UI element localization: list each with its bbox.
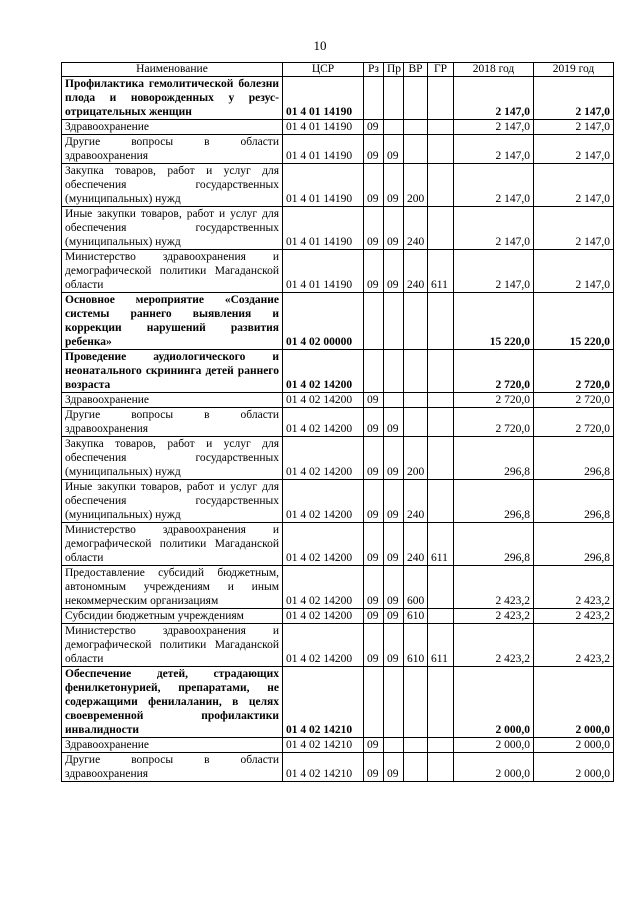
cell-csr: 01 4 02 14210	[283, 738, 364, 753]
cell-csr: 01 4 02 00000	[283, 293, 364, 350]
budget-table	[61, 62, 614, 782]
cell-gr	[428, 77, 454, 120]
cell-vr	[404, 120, 428, 135]
cell-name: Закупка товаров, работ и услуг для обеспечения государственных (муниципальных) нужд	[62, 437, 283, 480]
cell-name: Субсидии бюджетным учреждениям	[62, 609, 283, 624]
cell-vr: 610	[404, 624, 428, 667]
cell-vr: 240	[404, 480, 428, 523]
cell-name: Профилактика гемолитической болезни плода и новорожденных у резус-отрицательных женщин	[62, 77, 283, 120]
table-row	[62, 738, 614, 753]
cell-gr	[428, 480, 454, 523]
cell-2019: 2 147,0	[534, 120, 614, 135]
cell-csr: 01 4 01 14190	[283, 135, 364, 164]
table-row	[62, 609, 614, 624]
cell-pr: 09	[384, 480, 404, 523]
cell-vr	[404, 77, 428, 120]
cell-name: Проведение аудиологического и неонатального скрининга детей раннего возраста	[62, 350, 283, 393]
cell-vr: 610	[404, 609, 428, 624]
cell-csr: 01 4 02 14200	[283, 480, 364, 523]
header-vr: ВР	[404, 63, 428, 77]
cell-rz: 09	[364, 164, 384, 207]
cell-csr: 01 4 02 14210	[283, 753, 364, 782]
cell-vr	[404, 753, 428, 782]
cell-2019: 2 423,2	[534, 566, 614, 609]
cell-vr: 200	[404, 437, 428, 480]
cell-2018: 2 000,0	[454, 753, 534, 782]
cell-pr	[384, 293, 404, 350]
cell-2018: 296,8	[454, 437, 534, 480]
cell-pr	[384, 350, 404, 393]
cell-rz: 09	[364, 207, 384, 250]
table-header-row	[62, 63, 614, 77]
cell-2018: 2 720,0	[454, 350, 534, 393]
cell-rz	[364, 293, 384, 350]
cell-2019: 2 147,0	[534, 77, 614, 120]
cell-name: Обеспечение детей, страдающих фенилкетонурией, препаратами, не содержащими фенилаланин, в целях своевременной профилактики инвалидности	[62, 667, 283, 738]
cell-2018: 2 147,0	[454, 135, 534, 164]
cell-csr: 01 4 01 14190	[283, 250, 364, 293]
table-row	[62, 120, 614, 135]
header-rz: Рз	[364, 63, 384, 77]
cell-2018: 2 720,0	[454, 408, 534, 437]
cell-gr	[428, 293, 454, 350]
cell-vr: 200	[404, 164, 428, 207]
cell-gr	[428, 408, 454, 437]
cell-pr: 09	[384, 164, 404, 207]
cell-pr: 09	[384, 135, 404, 164]
cell-rz: 09	[364, 738, 384, 753]
cell-gr	[428, 566, 454, 609]
cell-vr: 600	[404, 566, 428, 609]
cell-pr: 09	[384, 609, 404, 624]
cell-rz: 09	[364, 437, 384, 480]
table-row	[62, 667, 614, 738]
table-row	[62, 408, 614, 437]
cell-rz	[364, 350, 384, 393]
cell-pr: 09	[384, 523, 404, 566]
cell-vr	[404, 667, 428, 738]
cell-csr: 01 4 01 14190	[283, 77, 364, 120]
cell-pr: 09	[384, 250, 404, 293]
cell-2018: 2 000,0	[454, 667, 534, 738]
header-name: Наименование	[62, 63, 283, 77]
header-2018: 2018 год	[454, 63, 534, 77]
cell-name: Другие вопросы в области здравоохранения	[62, 135, 283, 164]
cell-pr: 09	[384, 408, 404, 437]
cell-csr: 01 4 02 14200	[283, 408, 364, 437]
cell-rz: 09	[364, 624, 384, 667]
cell-name: Другие вопросы в области здравоохранения	[62, 753, 283, 782]
cell-gr	[428, 350, 454, 393]
cell-csr: 01 4 01 14190	[283, 164, 364, 207]
cell-name: Иные закупки товаров, работ и услуг для обеспечения государственных (муниципальных) нужд	[62, 207, 283, 250]
cell-2019: 2 423,2	[534, 609, 614, 624]
cell-rz	[364, 77, 384, 120]
cell-gr	[428, 738, 454, 753]
cell-gr	[428, 437, 454, 480]
table-row	[62, 164, 614, 207]
page-number: 10	[313, 38, 327, 53]
cell-gr	[428, 207, 454, 250]
cell-pr: 09	[384, 207, 404, 250]
cell-vr: 240	[404, 207, 428, 250]
cell-gr	[428, 609, 454, 624]
cell-2019: 2 423,2	[534, 624, 614, 667]
cell-2018: 2 000,0	[454, 738, 534, 753]
cell-name: Иные закупки товаров, работ и услуг для обеспечения государственных (муниципальных) нужд	[62, 480, 283, 523]
cell-2019: 296,8	[534, 480, 614, 523]
cell-name: Здравоохранение	[62, 738, 283, 753]
cell-rz: 09	[364, 393, 384, 408]
cell-2019: 2 147,0	[534, 250, 614, 293]
cell-vr	[404, 408, 428, 437]
cell-csr: 01 4 02 14210	[283, 667, 364, 738]
cell-2018: 2 423,2	[454, 624, 534, 667]
cell-2018: 2 147,0	[454, 250, 534, 293]
cell-csr: 01 4 01 14190	[283, 207, 364, 250]
cell-2018: 15 220,0	[454, 293, 534, 350]
cell-name: Закупка товаров, работ и услуг для обеспечения государственных (муниципальных) нужд	[62, 164, 283, 207]
cell-name: Основное мероприятие «Создание системы раннего выявления и коррекции нарушений развития ребенка»	[62, 293, 283, 350]
cell-gr	[428, 393, 454, 408]
table-row	[62, 566, 614, 609]
table-row	[62, 207, 614, 250]
cell-2019: 2 000,0	[534, 738, 614, 753]
cell-2018: 2 147,0	[454, 120, 534, 135]
cell-vr	[404, 393, 428, 408]
cell-name: Предоставление субсидий бюджетным, автономным учреждениям и иным некоммерческим организациям	[62, 566, 283, 609]
cell-name: Другие вопросы в области здравоохранения	[62, 408, 283, 437]
table-row	[62, 523, 614, 566]
cell-2019: 2 000,0	[534, 753, 614, 782]
cell-csr: 01 4 01 14190	[283, 120, 364, 135]
cell-2018: 2 720,0	[454, 393, 534, 408]
cell-2018: 296,8	[454, 523, 534, 566]
cell-2018: 2 147,0	[454, 207, 534, 250]
cell-name: Министерство здравоохранения и демографической политики Магаданской области	[62, 624, 283, 667]
cell-2019: 2 720,0	[534, 393, 614, 408]
cell-rz	[364, 667, 384, 738]
cell-rz: 09	[364, 566, 384, 609]
cell-vr: 240	[404, 523, 428, 566]
table-row	[62, 437, 614, 480]
header-csr: ЦСР	[283, 63, 364, 77]
table-row	[62, 250, 614, 293]
cell-pr	[384, 667, 404, 738]
cell-2019: 15 220,0	[534, 293, 614, 350]
cell-rz: 09	[364, 408, 384, 437]
cell-pr: 09	[384, 753, 404, 782]
cell-vr	[404, 135, 428, 164]
cell-vr	[404, 738, 428, 753]
cell-pr: 09	[384, 437, 404, 480]
cell-rz: 09	[364, 480, 384, 523]
table-row	[62, 350, 614, 393]
cell-name: Здравоохранение	[62, 120, 283, 135]
cell-gr: 611	[428, 624, 454, 667]
cell-2019: 2 720,0	[534, 350, 614, 393]
cell-rz: 09	[364, 135, 384, 164]
cell-2019: 296,8	[534, 437, 614, 480]
cell-2019: 2 147,0	[534, 207, 614, 250]
cell-gr: 611	[428, 250, 454, 293]
cell-pr	[384, 393, 404, 408]
cell-2019: 2 147,0	[534, 135, 614, 164]
cell-2019: 296,8	[534, 523, 614, 566]
table-row	[62, 393, 614, 408]
table-row	[62, 480, 614, 523]
header-2019: 2019 год	[534, 63, 614, 77]
cell-2018: 2 423,2	[454, 566, 534, 609]
table-row	[62, 135, 614, 164]
cell-rz: 09	[364, 523, 384, 566]
cell-csr: 01 4 02 14200	[283, 393, 364, 408]
cell-2018: 2 147,0	[454, 77, 534, 120]
cell-csr: 01 4 02 14200	[283, 566, 364, 609]
cell-gr	[428, 753, 454, 782]
cell-csr: 01 4 02 14200	[283, 350, 364, 393]
cell-name: Министерство здравоохранения и демографической политики Магаданской области	[62, 523, 283, 566]
cell-pr	[384, 77, 404, 120]
cell-pr	[384, 120, 404, 135]
cell-2018: 296,8	[454, 480, 534, 523]
cell-gr	[428, 667, 454, 738]
cell-pr	[384, 738, 404, 753]
cell-csr: 01 4 02 14200	[283, 437, 364, 480]
cell-name: Министерство здравоохранения и демографической политики Магаданской области	[62, 250, 283, 293]
table-row	[62, 624, 614, 667]
cell-rz: 09	[364, 609, 384, 624]
cell-gr: 611	[428, 523, 454, 566]
table-row	[62, 77, 614, 120]
cell-rz: 09	[364, 753, 384, 782]
cell-2018: 2 147,0	[454, 164, 534, 207]
cell-pr: 09	[384, 566, 404, 609]
table-row	[62, 753, 614, 782]
cell-rz: 09	[364, 120, 384, 135]
cell-csr: 01 4 02 14200	[283, 609, 364, 624]
table-row	[62, 293, 614, 350]
cell-gr	[428, 164, 454, 207]
cell-csr: 01 4 02 14200	[283, 523, 364, 566]
cell-name: Здравоохранение	[62, 393, 283, 408]
cell-2018: 2 423,2	[454, 609, 534, 624]
cell-csr: 01 4 02 14200	[283, 624, 364, 667]
cell-vr	[404, 293, 428, 350]
header-gr: ГР	[428, 63, 454, 77]
cell-rz: 09	[364, 250, 384, 293]
header-pr: Пр	[384, 63, 404, 77]
cell-pr: 09	[384, 624, 404, 667]
cell-gr	[428, 135, 454, 164]
cell-2019: 2 147,0	[534, 164, 614, 207]
cell-vr: 240	[404, 250, 428, 293]
cell-2019: 2 720,0	[534, 408, 614, 437]
cell-2019: 2 000,0	[534, 667, 614, 738]
cell-vr	[404, 350, 428, 393]
cell-gr	[428, 120, 454, 135]
